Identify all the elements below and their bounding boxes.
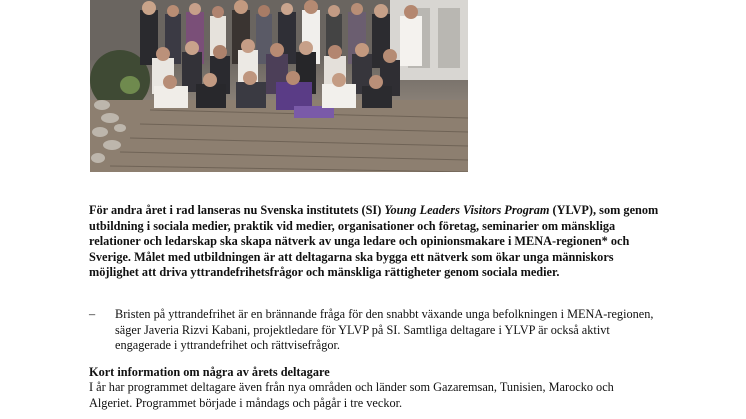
group-photo (90, 0, 468, 172)
quote-dash: – (89, 307, 96, 321)
intro-paragraph (89, 203, 659, 281)
section-body: I år har programmet deltagare även från nya områden och länder som Gazaremsan, Tunisien, Marocko och Algeriet. Programmet började i måndags och pågår i tre veckor. (89, 380, 614, 410)
intro-part1: För andra året i rad lanseras nu Svenska institutets (SI) (89, 203, 385, 217)
section-heading: Kort information om några av årets deltagare (89, 365, 330, 379)
intro-part2: (YLVP), som genom utbildning i sociala medier, praktik vid medier, organisationer och företag, seminarier om mänskliga relationer och ledarskap ska skapa nätverk av unga ledare och opinionsmakare i MENA-regionen* och Sverige. Målet med utbildningen är att deltagarna ska bygga ett nätverk som ökar unga människors möjlighet att driva yttrandefrihetsfrågor och mänskliga rättigheter genom sociala medier. (89, 203, 659, 279)
group-photo-icon (90, 0, 468, 172)
program-name: Young Leaders Visitors Program (384, 203, 550, 217)
quote-paragraph: Bristen på yttrandefrihet är en brännande fråga för den snabbt växande unga befolkningen i MENA-regionen, säger Javeria Rizvi Kabani, projektledare för YLVP på SI. Samtliga deltagare i YLVP är också aktivt engagerade i yttrandefrihet och rättvisefrågor. (115, 307, 654, 352)
